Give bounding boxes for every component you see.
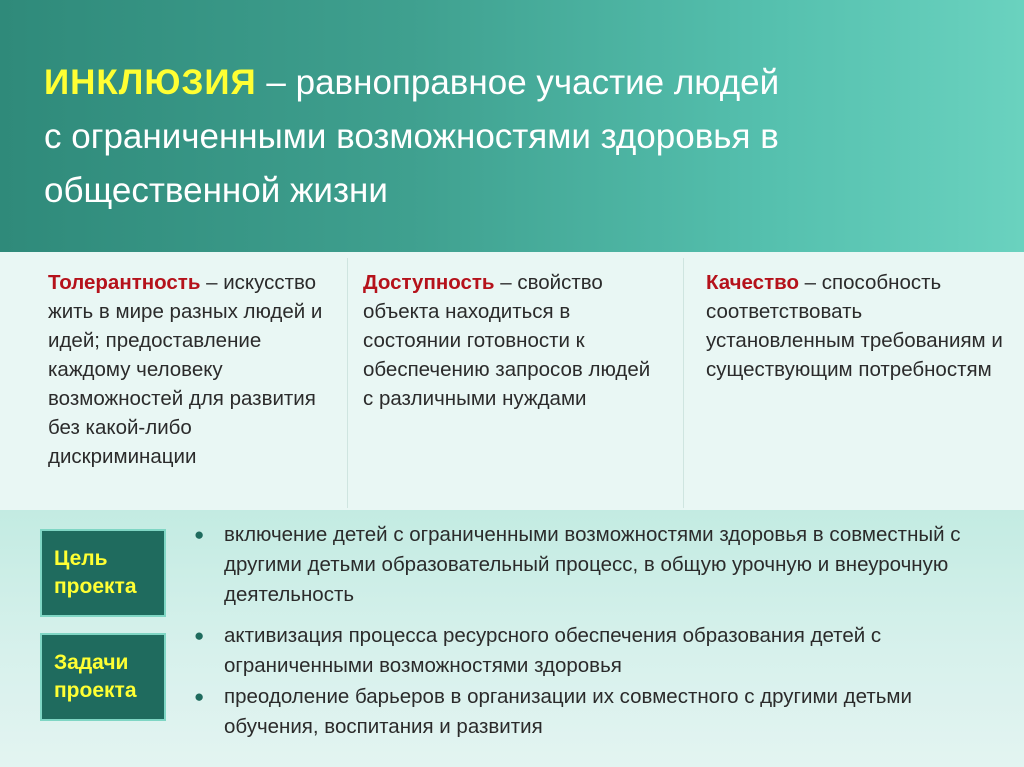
- concept-text: – свойство объекта находиться в состоянии готовности к обеспечению запросов людей с различными нуждами: [363, 271, 651, 410]
- bullet-icon: ●: [194, 687, 205, 706]
- column-divider: [347, 258, 348, 508]
- list-item: [194, 621, 994, 681]
- column-divider: [683, 258, 684, 508]
- header-banner: [0, 0, 1024, 252]
- concept-text: – способность соответствовать установленным требованиям и существующим потребностям: [706, 271, 1003, 381]
- tasks-list: [194, 621, 994, 743]
- concept-term: Доступность: [363, 271, 495, 294]
- tasks-label-box: [40, 633, 166, 721]
- concept-text: – искусство жить в мире разных людей и идей; предоставление каждому человеку возможностей для развития без какой-либо дискриминации: [48, 271, 323, 468]
- title-keyword: ИНКЛЮЗИЯ: [44, 63, 257, 102]
- goal-label-box: [40, 529, 166, 617]
- bullet-icon: ●: [194, 626, 205, 645]
- concept-term: Качество: [706, 271, 799, 294]
- title-definition-line2: с ограниченными возможностями здоровья в: [44, 117, 779, 156]
- title-definition-line1: – равноправное участие людей: [256, 63, 780, 102]
- page-title: [44, 56, 944, 218]
- title-definition-line3: общественной жизни: [44, 171, 388, 210]
- concept-quality: [706, 268, 1006, 384]
- concept-term: Толерантность: [48, 271, 201, 294]
- goal-item-text: включение детей с ограниченными возможностями здоровья в совместный с другими детьми образовательный процесс, в общую урочную и внеурочную деятельность: [224, 523, 961, 606]
- task-item-text: преодоление барьеров в организации их совместного с другими детьми обучения, воспитания и развития: [224, 685, 912, 738]
- concept-accessibility: [363, 268, 663, 413]
- tasks-label: Задачи проекта: [54, 651, 137, 702]
- list-item: [194, 682, 994, 742]
- bullet-icon: ●: [194, 525, 205, 544]
- concept-tolerance: [48, 268, 333, 471]
- task-item-text: активизация процесса ресурсного обеспечения образования детей с ограниченными возможностями здоровья: [224, 624, 882, 677]
- goal-label: Цель проекта: [54, 547, 137, 598]
- goal-list: [194, 520, 994, 611]
- list-item: [194, 520, 994, 610]
